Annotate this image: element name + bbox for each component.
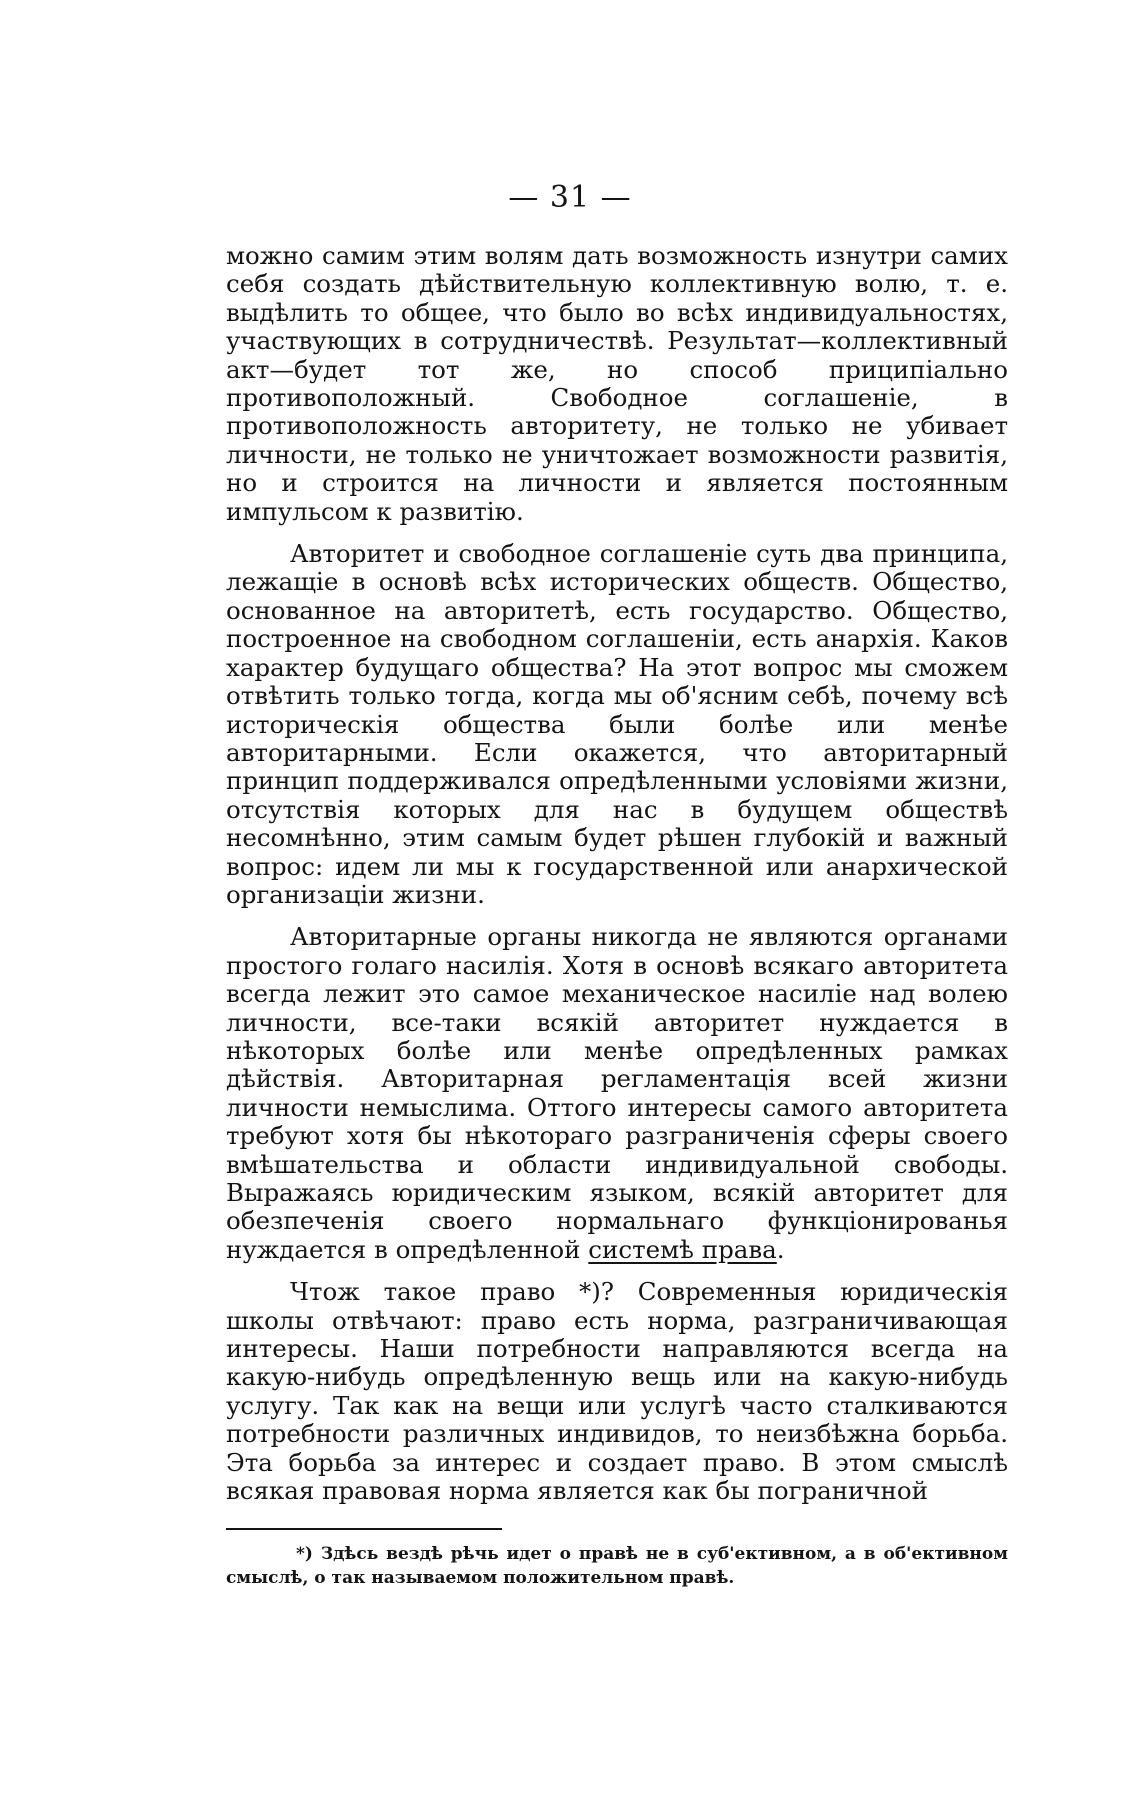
- paragraph-2: Авторитет и свободное соглашеніе суть два принципа, лежащіе в основѣ всѣх исторических обществ. Общество, основанное на авторитетѣ, есть государство. Общество, построенное на свободном соглашеніи, есть анархія. Каков характер будущаго общества? На этот вопрос мы сможем отвѣтить только тогда, когда мы об'ясним себѣ, почему всѣ историческія общества были болѣе или менѣе авторитарными. Если окажется, что авторитарный принцип поддерживался опредѣленными условіями жизни, отсутствія которых для нас в будущем обществѣ несомнѣнно, этим самым будет рѣшен глубокій и важный вопрос: идем ли мы к государственной или анархической организаціи жизни.: [226, 539, 1008, 909]
- footnote: *) Здѣсь вездѣ рѣчь идет о правѣ не в суб'ективном, а в об'ективном смыслѣ, о так называемом положительном правѣ.: [226, 1544, 1008, 1588]
- paragraph-3-end: .: [776, 1234, 785, 1264]
- paragraph-4: Чтож такое право *)? Современныя юридическія школы отвѣчают: право есть норма, разграничивающая интересы. Наши потребности направляются всегда на какую-нибудь опредѣленную вещь или на какую-нибудь услугу. Так как на вещи или услугѣ часто сталкиваются потребности различных индивидов, то неизбѣжна борьба. Эта борьба за интерес и создает право. В этом смыслѣ всякая правовая норма является как бы пограничной: [226, 1277, 1008, 1506]
- body-text: [226, 242, 1008, 1519]
- footnote-divider: [226, 1528, 502, 1530]
- page-number: — 31 —: [508, 180, 632, 215]
- paragraph-1: можно самим этим волям дать возможность изнутри самих себя создать дѣйствительную коллективную волю, т. е. выдѣлить то общее, что было во всѣх индивидуальностях, участвующих в сотрудничествѣ. Результат—коллективный акт—будет тот же, но способ приципіально противоположный. Свободное соглашеніе, в противоположность авторитету, не только не убивает личности, не только не уничтожает возможности развитія, но и строится на личности и является постоянным импульсом к развитію.: [226, 241, 1008, 526]
- paragraph-3: [226, 923, 1008, 1264]
- paragraph-3-text: Авторитарные органы никогда не являются органами простого голаго насилія. Хотя в основѣ всякаго авторитета всегда лежит это самое механическое насиліе над волею личности, все-таки всякій авторитет нуждается в нѣкоторых болѣе или менѣе опредѣленных рамках дѣйствія. Авторитарная регламентація всей жизни личности немыслима. Оттого интересы самого авторитета требуют хотя бы нѣкотораго разграниченія сферы своего вмѣшательства и области индивидуальной свободы. Выражаясь юридическим языком, всякій авторитет для обезпеченія своего нормальнаго функціонированья нуждается в опредѣленной: [226, 922, 1008, 1264]
- underlined-phrase: системѣ права: [588, 1234, 777, 1264]
